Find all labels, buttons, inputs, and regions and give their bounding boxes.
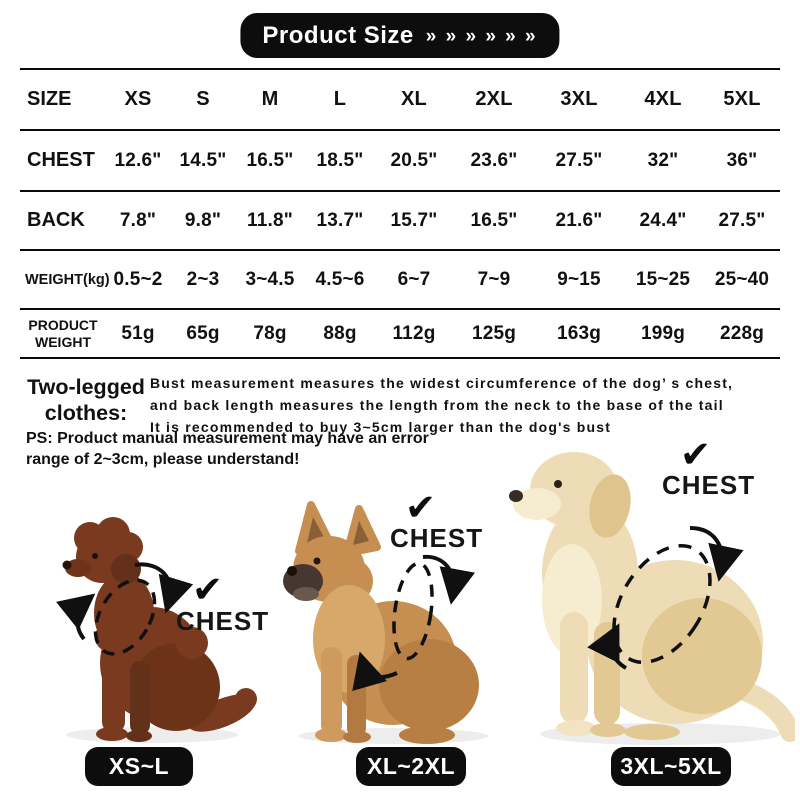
two-legged-clothes-label bbox=[24, 374, 148, 426]
size-table bbox=[20, 68, 780, 359]
product-weight-value: 78g bbox=[253, 322, 287, 344]
product-weight-value: 163g bbox=[556, 322, 602, 344]
row-label-chest: CHEST bbox=[27, 149, 95, 171]
table-row-weight bbox=[20, 251, 780, 310]
chest-value: 36" bbox=[726, 149, 758, 171]
chest-value: 14.5" bbox=[179, 149, 227, 171]
size-corner-label: SIZE bbox=[27, 88, 72, 110]
product-size-header bbox=[240, 13, 559, 58]
ps-line-1: PS: Product manual measurement may have an error bbox=[26, 430, 429, 447]
back-value: 16.5" bbox=[470, 209, 518, 231]
weight-value: 3~4.5 bbox=[245, 268, 295, 290]
size-range-badge-3xl-5xl: 3XL~5XL bbox=[611, 747, 731, 786]
figure-golden-retriever bbox=[490, 432, 795, 747]
product-weight-value: 228g bbox=[719, 322, 765, 344]
chest-value: 23.6" bbox=[470, 149, 518, 171]
weight-value: 0.5~2 bbox=[113, 268, 163, 290]
retriever-tail bbox=[742, 690, 790, 732]
col-header-4xl: 4XL bbox=[644, 88, 682, 110]
chest-value: 16.5" bbox=[246, 149, 294, 171]
back-value: 15.7" bbox=[390, 209, 438, 231]
product-weight-value: 65g bbox=[186, 322, 220, 344]
chest-value: 20.5" bbox=[390, 149, 438, 171]
weight-value: 2~3 bbox=[186, 268, 220, 290]
ps-note bbox=[26, 428, 429, 470]
table-row-back bbox=[20, 192, 780, 251]
note-line-1: Bust measurement measures the widest circumference of the dog’ s chest, bbox=[150, 375, 734, 391]
weight-value: 7~9 bbox=[477, 268, 511, 290]
back-value: 7.8" bbox=[119, 209, 157, 231]
weight-value: 9~15 bbox=[557, 268, 601, 290]
col-header-xl: XL bbox=[401, 88, 427, 110]
product-weight-value: 199g bbox=[640, 322, 686, 344]
figure-french-bulldog bbox=[265, 486, 515, 745]
chest-value: 18.5" bbox=[316, 149, 364, 171]
back-value: 27.5" bbox=[718, 209, 766, 231]
row-label-weight: WEIGHT(kg) bbox=[25, 271, 110, 288]
measure-arrow-bottom bbox=[77, 601, 86, 639]
back-value: 9.8" bbox=[184, 209, 222, 231]
back-value: 11.8" bbox=[247, 209, 293, 231]
product-weight-value: 112g bbox=[392, 322, 436, 344]
size-range-badge-xs-l: XS~L bbox=[85, 747, 193, 786]
col-header-5xl: 5XL bbox=[723, 88, 761, 110]
back-value: 21.6" bbox=[555, 209, 603, 231]
product-weight-value: 51g bbox=[121, 322, 155, 344]
weight-value: 6~7 bbox=[397, 268, 431, 290]
chest-label: CHEST bbox=[662, 470, 756, 500]
chevrons-icon: » » » » » » bbox=[425, 25, 538, 47]
lead-line-1: Two-legged bbox=[27, 375, 145, 399]
weight-value: 25~40 bbox=[714, 268, 770, 290]
poodle-head bbox=[63, 517, 144, 584]
weight-value: 15~25 bbox=[635, 268, 691, 290]
lead-line-2: clothes: bbox=[44, 401, 128, 425]
page-title: Product Size bbox=[262, 21, 414, 49]
chest-value: 27.5" bbox=[555, 149, 603, 171]
weight-value: 4.5~6 bbox=[315, 268, 365, 290]
chest-label: CHEST bbox=[176, 606, 270, 636]
chest-label: CHEST bbox=[390, 523, 484, 553]
product-weight-value: 88g bbox=[323, 322, 357, 344]
back-value: 13.7" bbox=[316, 209, 364, 231]
table-header-row bbox=[20, 70, 780, 131]
col-header-2xl: 2XL bbox=[475, 88, 513, 110]
col-header-m: M bbox=[261, 88, 279, 110]
row-label-product-weight: PRODUCT WEIGHT bbox=[28, 317, 98, 350]
chest-value: 12.6" bbox=[114, 149, 162, 171]
ps-line-2: range of 2~3cm, please understand! bbox=[26, 451, 300, 468]
size-range-badge-xl-2xl: XL~2XL bbox=[356, 747, 466, 786]
figure-toy-poodle bbox=[40, 505, 270, 745]
table-row-chest bbox=[20, 131, 780, 192]
col-header-xs: XS bbox=[124, 88, 152, 110]
table-row-product-weight bbox=[20, 310, 780, 359]
col-header-3xl: 3XL bbox=[560, 88, 598, 110]
checkmark-icon: ✔ bbox=[405, 486, 437, 529]
note-line-3: It is recommended to buy 3~5cm larger than the dog's bust bbox=[150, 419, 612, 435]
back-value: 24.4" bbox=[639, 209, 687, 231]
col-header-s: S bbox=[196, 88, 210, 110]
col-header-l: L bbox=[333, 88, 347, 110]
chest-value: 32" bbox=[647, 149, 679, 171]
checkmark-icon: ✔ bbox=[680, 433, 712, 476]
row-label-back: BACK bbox=[27, 209, 85, 231]
product-weight-value: 125g bbox=[471, 322, 517, 344]
note-line-2: and back length measures the length from the neck to the base of the tail bbox=[150, 397, 724, 413]
checkmark-icon: ✔ bbox=[192, 568, 224, 611]
